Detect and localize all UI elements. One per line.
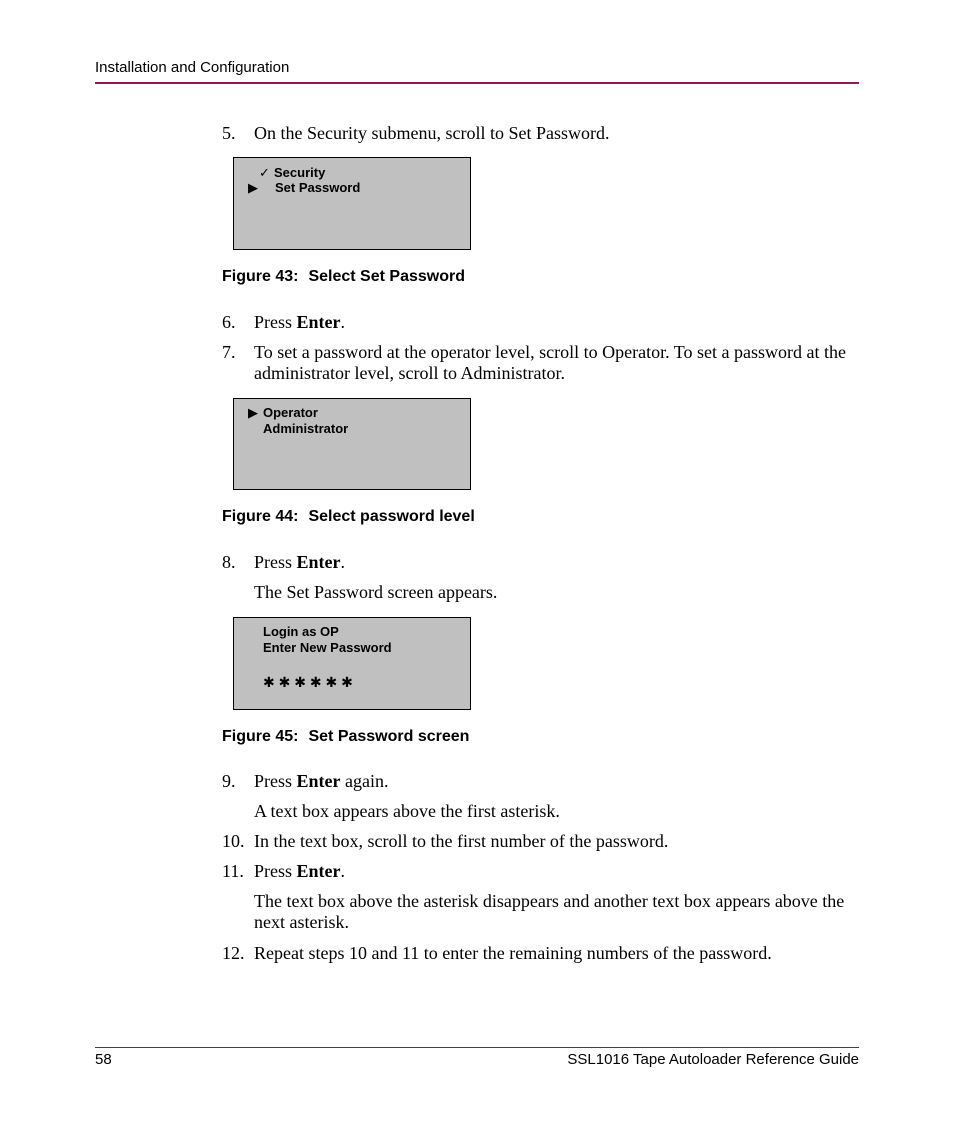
figure-title: Select password level: [308, 508, 475, 525]
lcd-screen-select-password-level: [233, 398, 471, 490]
step-12: [222, 943, 862, 964]
lcd-line-login: Login as OP: [263, 624, 339, 639]
step-number: 9.: [222, 771, 236, 791]
step-number: 8.: [222, 552, 236, 572]
step-text-post: .: [340, 552, 346, 572]
figure-number: Figure 44:: [222, 508, 299, 525]
figure-title: Select Set Password: [308, 268, 465, 285]
enter-key-label: Enter: [296, 771, 341, 791]
lcd-line-enter-new-password: Enter New Password: [263, 640, 392, 655]
step-text: In the text box, scroll to the first number of the password.: [254, 831, 669, 851]
step-text-pre: Press: [254, 861, 297, 881]
page-number: 58: [95, 1051, 112, 1068]
step-text: On the Security submenu, scroll to Set Password.: [254, 123, 610, 143]
enter-key-label: Enter: [296, 312, 341, 332]
step-6: [222, 312, 862, 333]
step-8-note: The Set Password screen appears.: [254, 582, 498, 602]
pointer-icon: ▶: [248, 180, 258, 195]
pointer-icon: ▶: [248, 405, 258, 420]
enter-key-label: Enter: [296, 552, 341, 572]
step-text: [254, 552, 862, 573]
header-rule: [95, 82, 859, 84]
step-text-post: .: [340, 861, 346, 881]
lcd-line-administrator: Administrator: [263, 421, 349, 436]
running-header: Installation and Configuration: [95, 59, 290, 76]
step-number: 7.: [222, 342, 236, 362]
document-title: SSL1016 Tape Autoloader Reference Guide: [567, 1051, 859, 1068]
step-10: [222, 831, 862, 852]
step-text: [254, 312, 862, 333]
lcd-line-operator: Operator: [263, 405, 318, 420]
footer-rule: [95, 1047, 859, 1048]
figure-number: Figure 43:: [222, 268, 299, 285]
password-asterisks: ✱ ✱ ✱ ✱ ✱ ✱: [263, 674, 353, 690]
figure-caption-45: [222, 728, 469, 746]
step-5: [222, 123, 862, 144]
step-9-note: A text box appears above the first asterisk.: [254, 801, 560, 821]
figure-caption-44: [222, 508, 475, 526]
step-number: 10.: [222, 831, 245, 851]
step-text-pre: Press: [254, 552, 297, 572]
figure-caption-43: [222, 268, 465, 286]
figure-number: Figure 45:: [222, 728, 299, 745]
step-number: 11.: [222, 861, 244, 881]
step-11-note: The text box above the asterisk disappears and another text box appears above the next asterisk.: [254, 891, 845, 932]
step-number: 5.: [222, 123, 236, 143]
step-9: [222, 771, 862, 792]
step-number: 12.: [222, 943, 245, 963]
lcd-line-security: Security: [274, 165, 326, 180]
step-7: [222, 342, 862, 384]
step-text-post: .: [340, 312, 346, 332]
check-icon: ✓: [259, 165, 270, 180]
step-text: [254, 861, 862, 882]
step-text: To set a password at the operator level, scroll to Operator. To set a password at the administrator level, scroll to Administrator.: [254, 342, 846, 383]
enter-key-label: Enter: [296, 861, 341, 881]
step-text-pre: Press: [254, 312, 297, 332]
step-8: [222, 552, 862, 573]
step-text: Repeat steps 10 and 11 to enter the remaining numbers of the password.: [254, 943, 772, 963]
lcd-screen-set-password: [233, 617, 471, 710]
step-11: [222, 861, 862, 882]
figure-title: Set Password screen: [308, 728, 470, 745]
lcd-line-set-password: Set Password: [275, 180, 361, 195]
step-text-post: again.: [340, 771, 389, 791]
step-number: 6.: [222, 312, 236, 332]
step-text-pre: Press: [254, 771, 297, 791]
lcd-screen-select-set-password: [233, 157, 471, 250]
step-text: [254, 771, 862, 792]
